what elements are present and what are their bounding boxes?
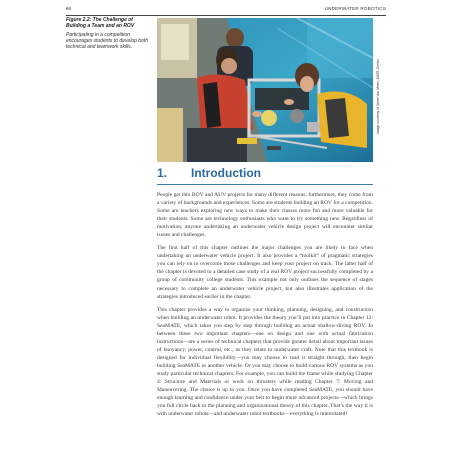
- page-header: [66, 5, 386, 16]
- paragraph: This chapter provides a way to organize your thinking, planning, designing, and construction when building an underwater robot. It provides the theory you’ll put into practice in Chapter 12: SeaMATE, which takes you step by step through building an actual shallow-diving ROV. In between these two important chapters—one on design and one with actual fabrication instructions—are a series of technical chapters that provide greater detail about important issues of buoyancy, power, control, etc., as they relate to underwater craft. Note that this textbook is designed for individual flexibility—you may choose to read it straight through, then begin building SeaMATE or another vehicle. Or you may choose to build various ROV systems as you study particular technical chapters. For example, you can build the frame while studying Chapter 4: Structure and Materials or work on thrusters while reading Chapter 7: Moving and Maneuvering. The choice is up to you. Once you have completed SeaMATE, you should have enough learning and confidence under your belt to begin more advanced projects—which brings you full circle back to the planning and organizational theory of this chapter. That’s the way it is with underwater robots—and underwater robot textbooks—everything is interrelated!: [157, 306, 373, 418]
- body-text: [157, 191, 373, 423]
- figure-photo: [157, 18, 373, 162]
- figure-caption: [66, 18, 152, 51]
- chapter-title: Introduction: [191, 166, 261, 180]
- chapter-heading: [157, 166, 373, 185]
- students-rov-photo: [157, 18, 373, 162]
- running-title: UNDERWATER ROBOTICS: [324, 6, 386, 11]
- chapter-number: 1.: [157, 166, 168, 180]
- figure-title: Figure 2.2: The Challenge of Building a Team and an ROV: [66, 17, 135, 29]
- figure-caption-text: Participating in a competition encourages students to develop both technical and teamwork skills.: [66, 31, 149, 50]
- paragraph: People get into ROV and AUV projects for many different reasons; furthermore, they come from a variety of backgrounds and experiences. Some are students building an ROV for a competition. Some are teachers exploring new ways to make their classes more fun and more valuable for their students. Some are technology enthusiasts who want to try something new. Regardless of motivation, anyone undertaking an underwater vehicle design project will encounter similar issues and challenges.: [157, 192, 373, 239]
- photo-credit: Image courtesy of Steve Van Meter, MATE Center: [376, 59, 380, 134]
- page-number: 66: [66, 6, 72, 11]
- paragraph: The first half of this chapter outlines the major challenges you are likely to face when undertaking an underwater vehicle project. It also provides a “toolkit” of pragmatic strategies you can rely on to overcome those challenges and keep your project on track. The latter half of the chapter is devoted to a detailed case study of a real ROV project successfully completed by a group of community college students. This example not only outlines the sequence of stages necessary to complete an underwater vehicle project, but also illustrates application of the strategies introduced earlier in the chapter.: [157, 245, 373, 300]
